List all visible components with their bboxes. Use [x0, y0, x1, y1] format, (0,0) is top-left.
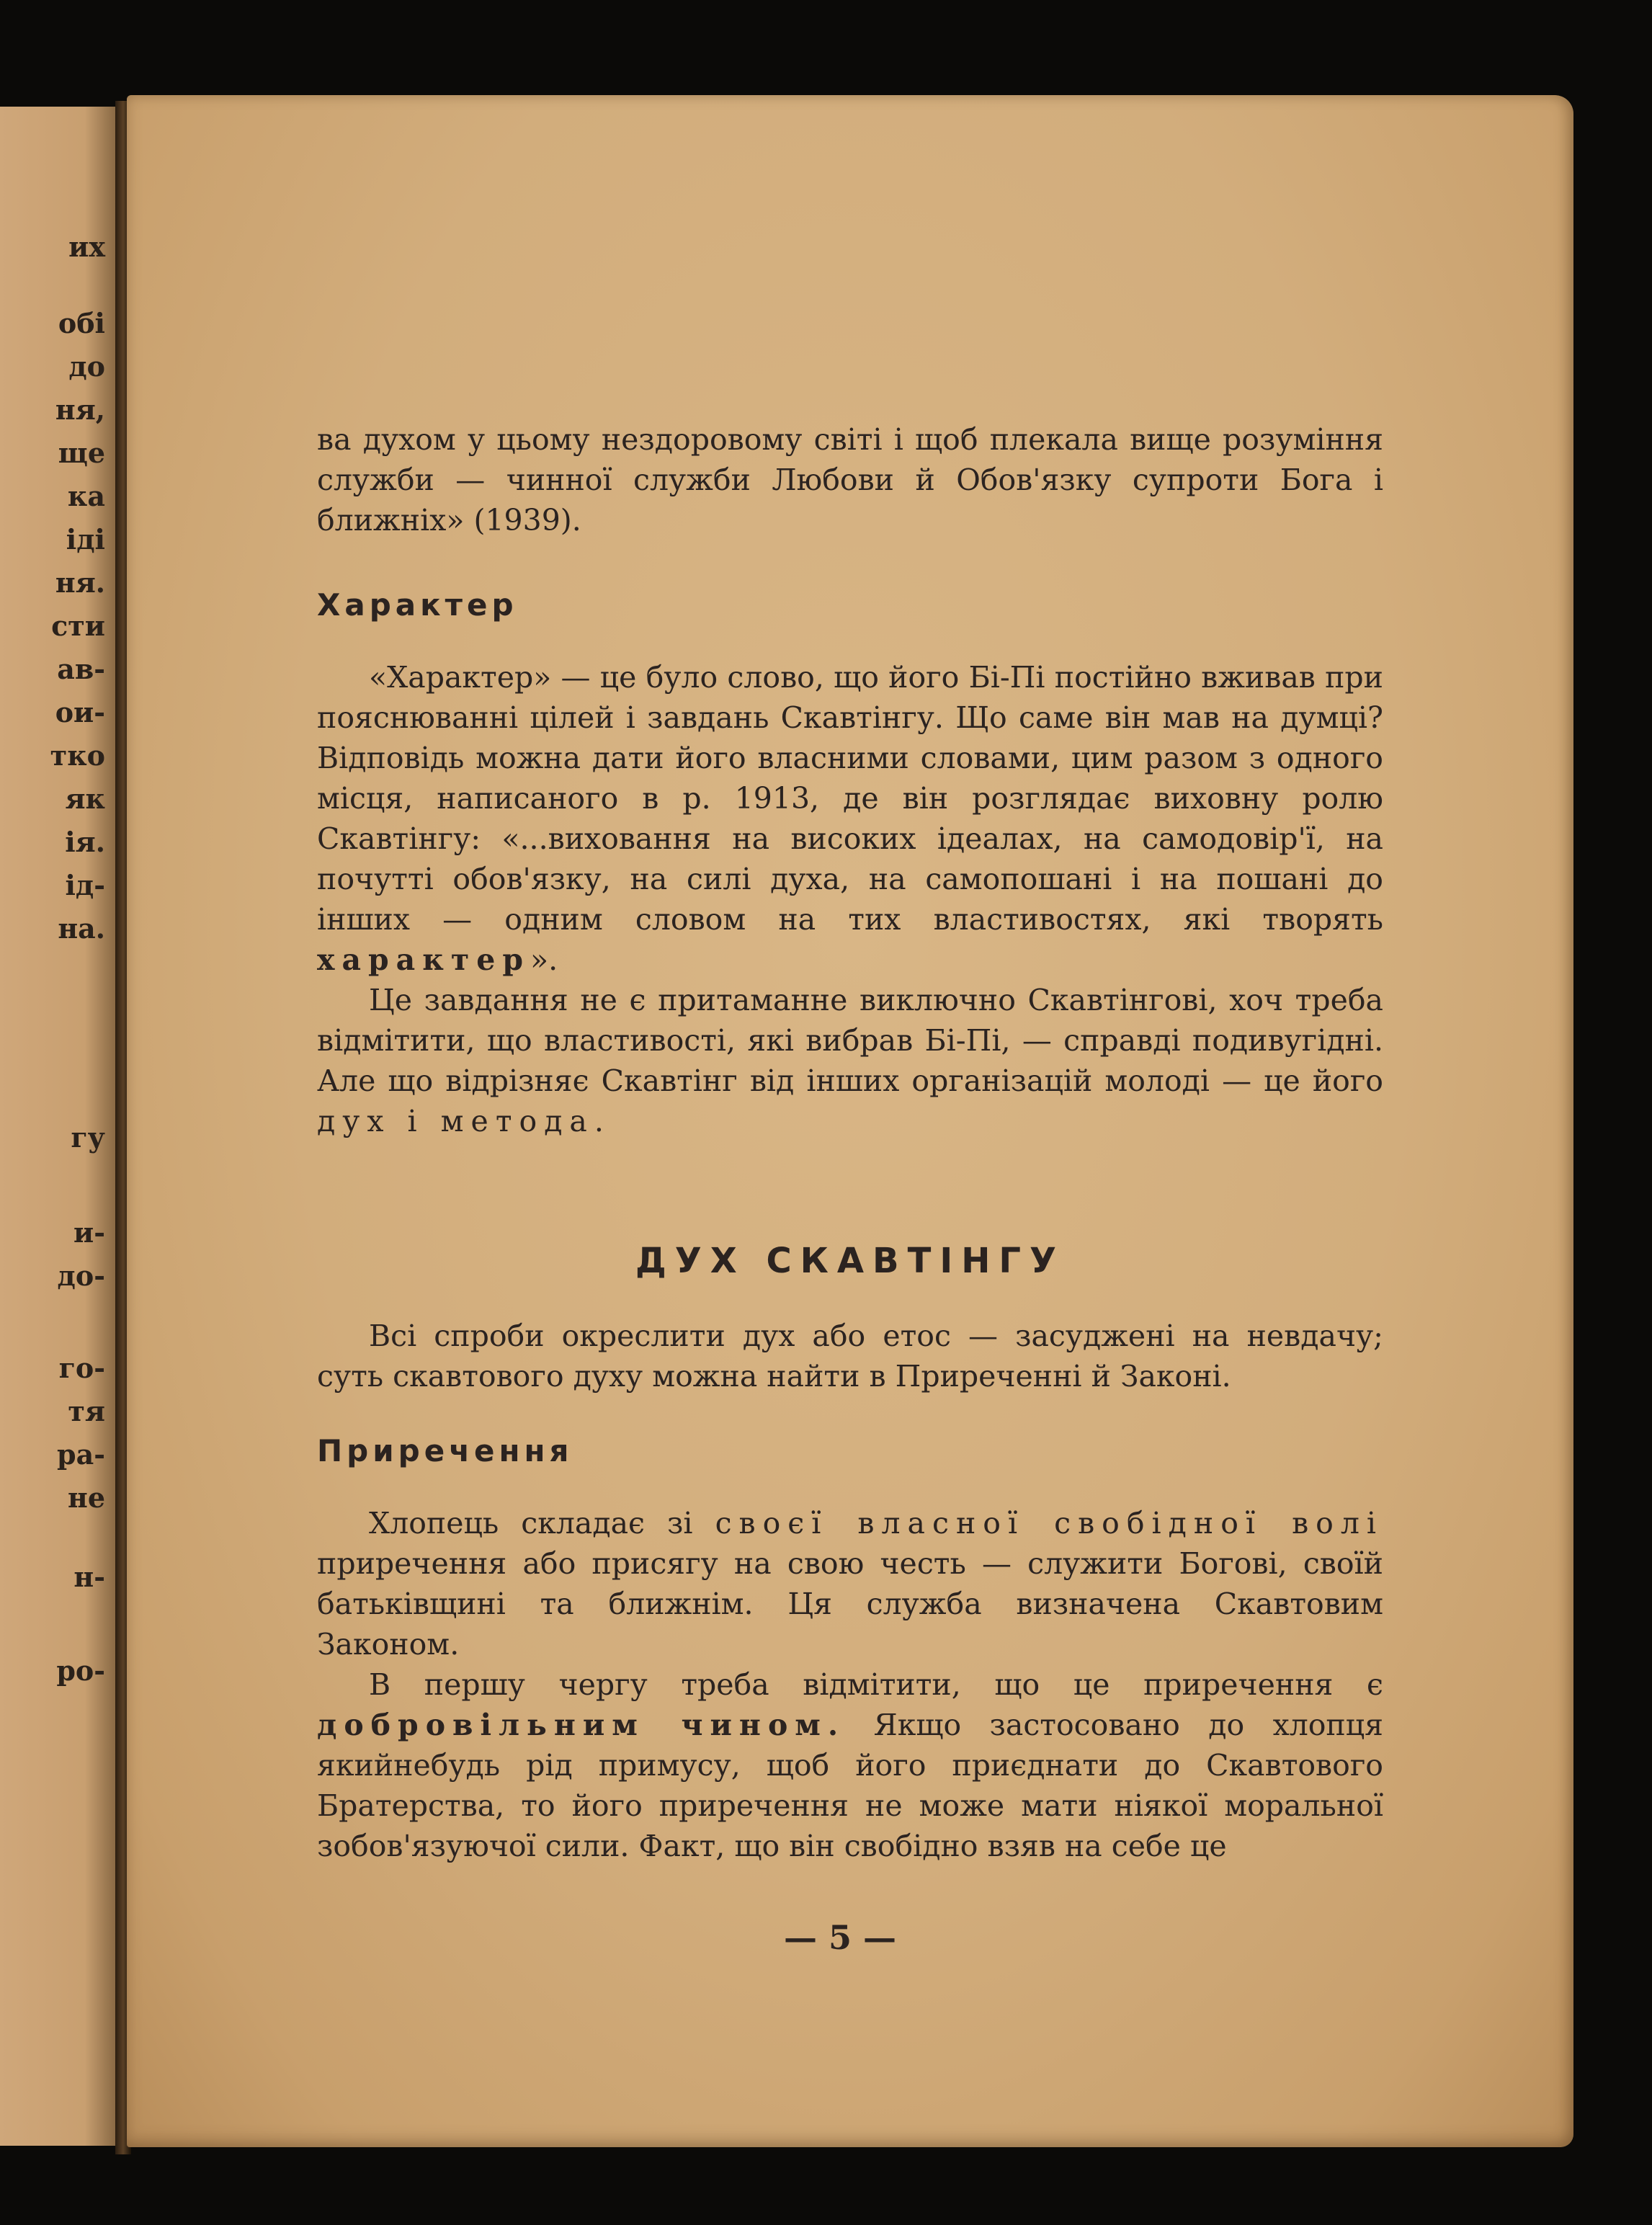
page-text [317, 419, 1383, 1866]
left-page-fragment: до [68, 350, 105, 383]
left-page-fragment: ще [58, 437, 105, 469]
section-title: ДУХ СКАВТІНГУ [635, 1241, 1066, 1281]
emphasis-spirit-method: дух і метода. [317, 1104, 611, 1138]
spirit-paragraph: Всі спроби окреслити дух або етос — засуджені на невдачу; суть скавтового духу можна найти в Приреченні й Законі. [317, 1319, 1383, 1394]
text-run: «Характер» — це було слово, що його Бі-Пі постійно вживав при пояснюванні цілей і завдань Скавтінгу. Що саме він мав на думці? Відповідь можна дати його власними словами, цим разом з одного місця, написаного в р. 1913, де він розглядає виховну ролю Скавтінгу: «...виховання на високих ідеалах, на самодовір'ї, на почутті обов'язку, на силі духа, на самопошані і на пошані до інших — одним словом на тих властивостях, які творять [317, 660, 1383, 937]
page-number: — 5 — [783, 1918, 897, 1957]
text-run: Якщо застосовано до хлопця якийнебудь рід примусу, щоб його приєднати до Скавтового Братерства, то його приречення не може мати ніякої моральної зобов'язуючої сили. Факт, що він свобідно взяв на себе це [317, 1708, 1383, 1863]
text-run: Це завдання не є притаманне виключно Скавтінгові, хоч треба відмітити, що властивості, які вибрав Бі-Пі, — справді подивугідні. Але що відрізняє Скавтінг від інших організацій молоді — це його [317, 983, 1383, 1098]
left-page-fragment: ав- [57, 653, 105, 685]
left-page-fragment: ня. [55, 566, 105, 599]
left-page-fragment: як [65, 782, 105, 815]
left-page-fragment: ра- [57, 1438, 105, 1471]
left-page-fragment: ня, [55, 393, 105, 426]
left-page-fragment: и- [73, 1216, 105, 1249]
heading-promise: Приречення [317, 1433, 573, 1468]
text-run: Хлопець складає зі [369, 1506, 693, 1540]
left-page-fragment: гу [71, 1121, 105, 1154]
left-page-fragment: до- [57, 1259, 105, 1292]
character-paragraph-2 [317, 980, 1383, 1141]
heading-character: Характер [317, 587, 518, 623]
left-page-fragment: обі [58, 307, 105, 339]
left-page-fragment: ро- [56, 1654, 105, 1687]
book-page [127, 95, 1573, 2147]
left-page-fragment: ід- [65, 869, 105, 901]
left-page-fragment: ка [67, 480, 105, 512]
text-run: ». [530, 942, 558, 977]
left-page-fragment: ія. [65, 826, 105, 858]
text-run: приречення або присягу на свою честь — служити Богові, своїй батьківщині та ближнім. Ця служба визначена Скавтовим Законом. [317, 1546, 1383, 1662]
left-page-fragment: н- [73, 1561, 105, 1593]
emphasis-voluntary: добровільним чином. [317, 1708, 846, 1742]
continued-paragraph: ва духом у цьому нездоровому світі і щоб плекала вище розуміння служби — чинної служби Любови й Обов'язку супроти Бога і ближніх» (1939). [317, 422, 1383, 538]
promise-paragraph-1 [317, 1503, 1383, 1664]
text-run: В першу чергу треба відмітити, що це приречення є [369, 1667, 1383, 1702]
emphasis-character: характер [317, 942, 531, 977]
left-page-fragment: на. [58, 912, 105, 945]
left-page-fragment: ои- [55, 696, 105, 728]
emphasis-free-will: своєї власної свобідної волі [715, 1506, 1383, 1540]
left-page-fragment: не [68, 1481, 105, 1514]
character-paragraph-1 [317, 657, 1383, 980]
promise-paragraph-2 [317, 1664, 1383, 1866]
left-page-fragment: іді [66, 523, 105, 556]
left-page-fragment: сти [51, 610, 105, 642]
left-page-fragment: го- [58, 1352, 105, 1384]
previous-page-edge [0, 107, 121, 2146]
left-page-fragment: их [68, 231, 105, 263]
left-page-fragment: тко [50, 739, 105, 772]
left-page-fragment: тя [68, 1395, 105, 1427]
